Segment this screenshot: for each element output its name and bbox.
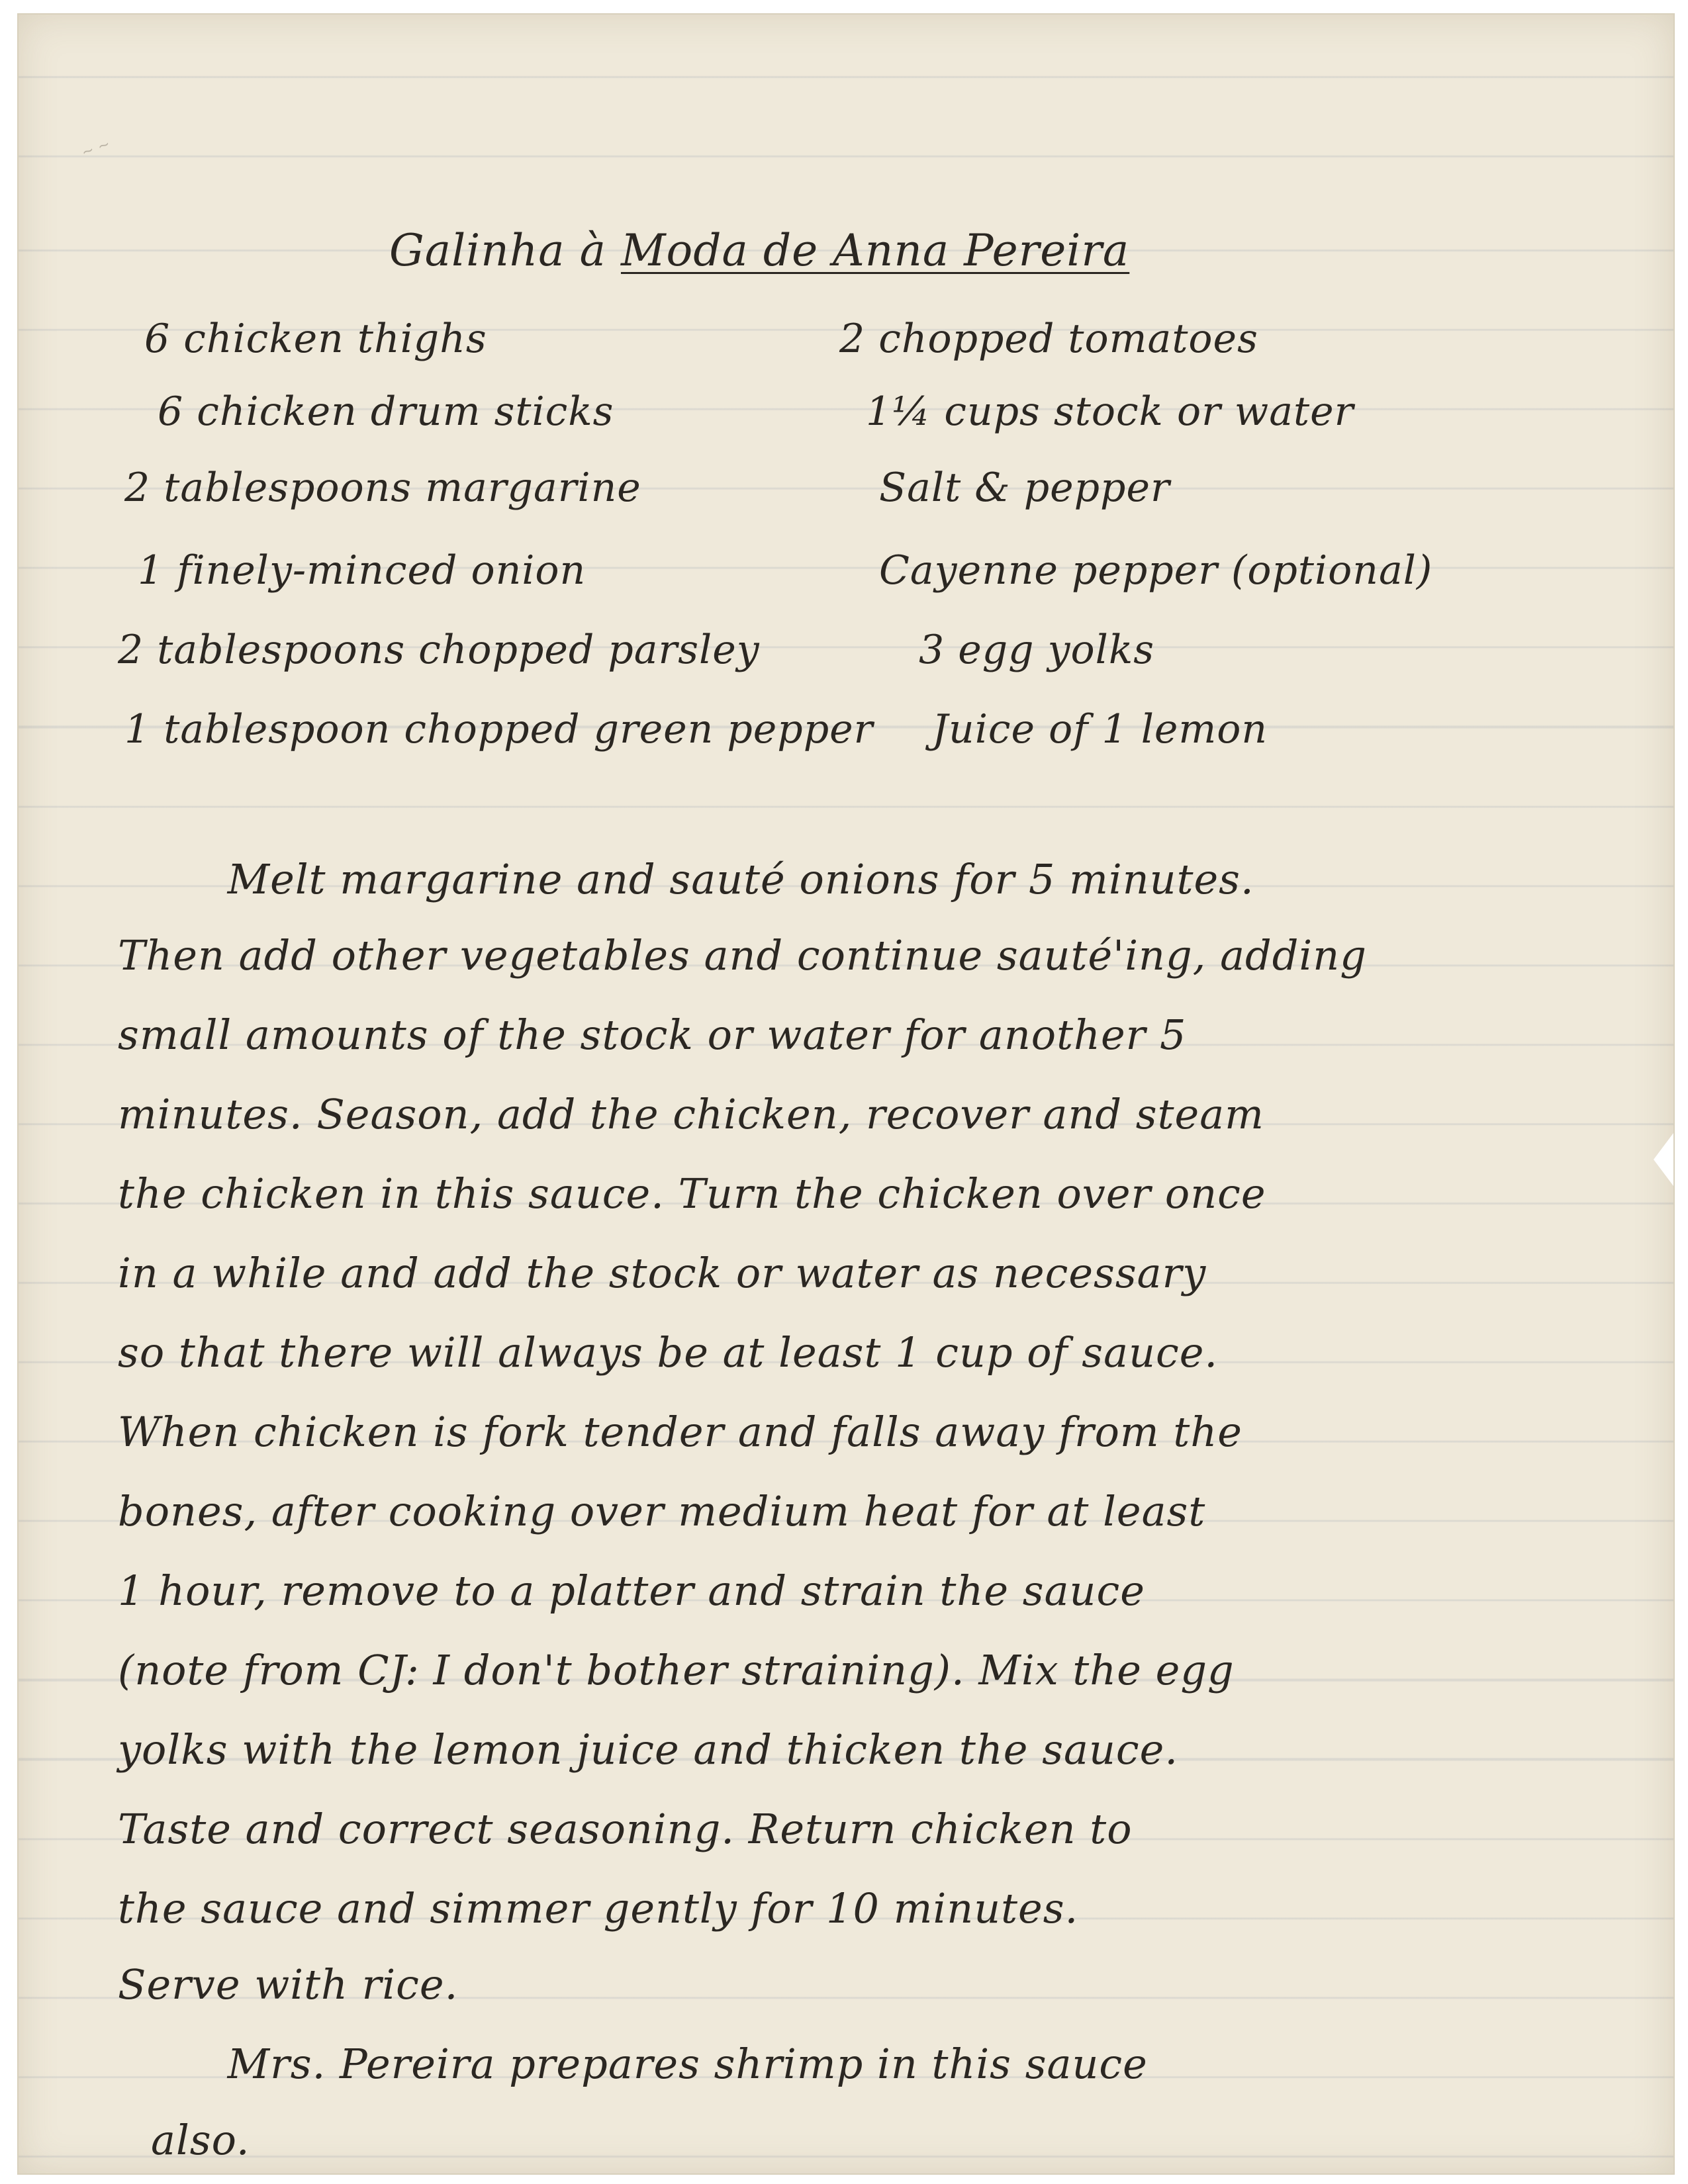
instruction-line-3: small amounts of the stock or water for another 5 xyxy=(118,1011,1187,1059)
recipe-title xyxy=(389,225,1129,276)
ingredient-right-1: 2 chopped tomatoes xyxy=(839,316,1258,362)
title-part-2: Moda de Anna Pereira xyxy=(620,225,1130,276)
instruction-line-9: bones, after cooking over medium heat for at least xyxy=(118,1487,1206,1535)
ingredient-left-3: 2 tablespoons margarine xyxy=(124,465,641,511)
instruction-line-10: 1 hour, remove to a platter and strain the sauce xyxy=(118,1567,1145,1615)
ingredient-right-5: 3 egg yolks xyxy=(919,627,1154,673)
instruction-line-1: Melt margarine and sauté onions for 5 minutes. xyxy=(118,855,1254,903)
instruction-line-6: in a while and add the stock or water as necessary xyxy=(118,1249,1207,1297)
ingredient-left-5: 2 tablespoons chopped parsley xyxy=(118,627,760,673)
ingredient-left-6: 1 tablespoon chopped green pepper xyxy=(124,706,874,752)
ingredient-left-2: 6 chicken drum sticks xyxy=(158,388,614,435)
instruction-line-15: Serve with rice. xyxy=(118,1960,459,2009)
instruction-line-4: minutes. Season, add the chicken, recover and steam xyxy=(118,1090,1264,1138)
note-line-1: Mrs. Pereira prepares shrimp in this sauce xyxy=(118,2040,1148,2088)
note-line-2: also. xyxy=(151,2116,250,2164)
title-part-1: Galinha à xyxy=(389,225,621,276)
ingredient-left-4: 1 finely-minced onion xyxy=(138,547,586,594)
ingredient-right-3: Salt & pepper xyxy=(879,465,1170,511)
ingredient-right-2: 1¼ cups stock or water xyxy=(866,388,1354,435)
instruction-line-5: the chicken in this sauce. Turn the chicken over once xyxy=(118,1169,1266,1218)
instruction-line-7: so that there will always be at least 1 cup of sauce. xyxy=(118,1328,1219,1377)
instruction-line-12: yolks with the lemon juice and thicken the sauce. xyxy=(118,1725,1179,1774)
instruction-line-2: Then add other vegetables and continue sauté'ing, adding xyxy=(118,931,1367,979)
instruction-line-13: Taste and correct seasoning. Return chicken to xyxy=(118,1805,1133,1853)
page-edge-notch xyxy=(1654,1133,1673,1186)
ingredient-right-6: Juice of 1 lemon xyxy=(932,706,1268,752)
instruction-line-11: (note from CJ: I don't bother straining). Mix the egg xyxy=(118,1646,1235,1694)
instruction-line-8: When chicken is fork tender and falls away from the xyxy=(118,1408,1243,1456)
instruction-line-14: the sauce and simmer gently for 10 minutes. xyxy=(118,1884,1079,1933)
faint-pencil-mark: ~ ~ xyxy=(79,136,113,161)
ingredient-left-1: 6 chicken thighs xyxy=(144,316,487,362)
handwritten-recipe-page xyxy=(17,13,1675,2175)
ingredient-right-4: Cayenne pepper (optional) xyxy=(879,547,1433,594)
